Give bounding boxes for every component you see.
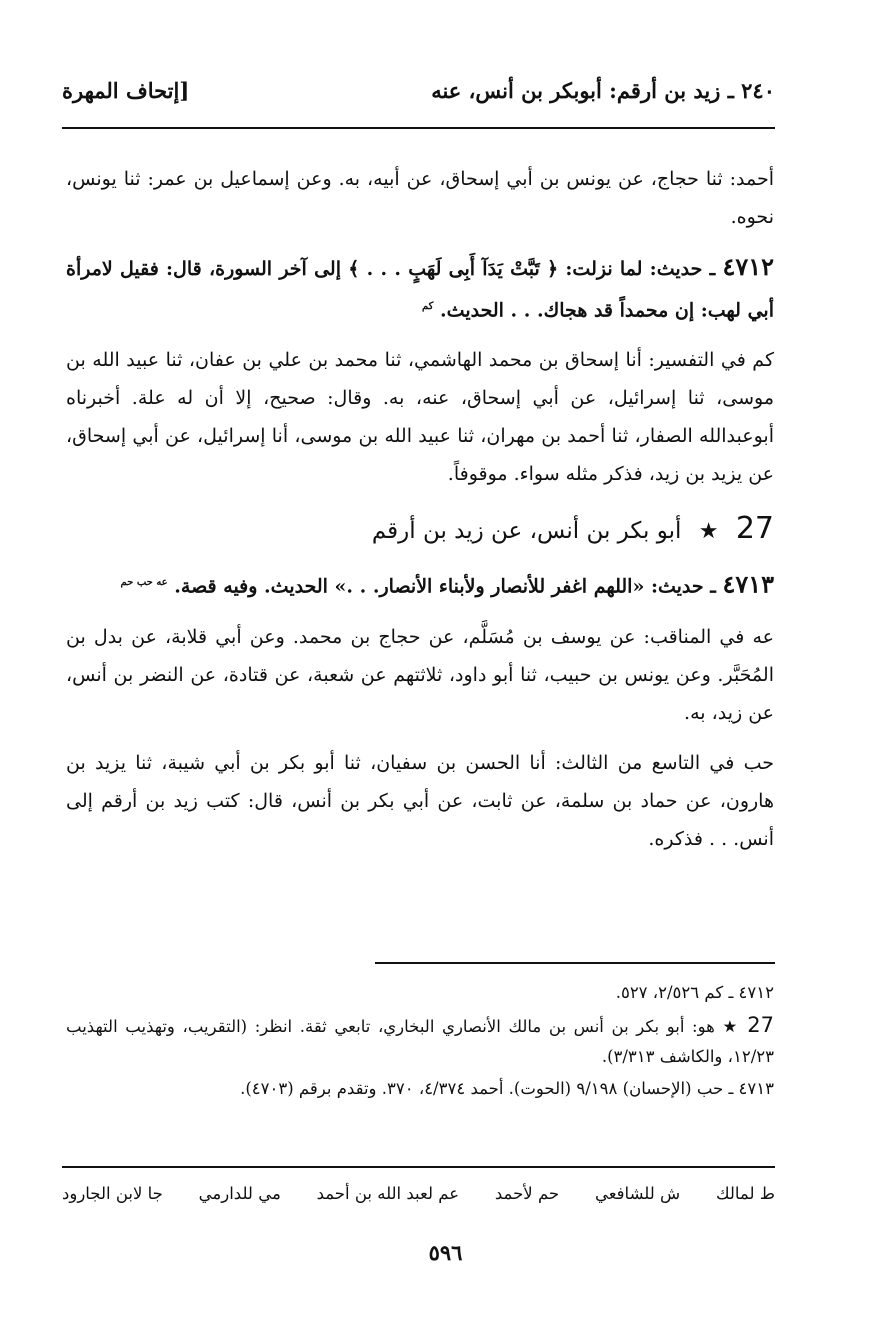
source-mark: عه حب حم [120,577,168,589]
hadith-text: ـ حديث: لما نزلت: ﴿ تَبَّتْ يَدَآ أَبِى لَهَبٍ . . . ﴾ إلى آخر السورة، قال: فقيل لامرأة أبي لهب: إن محمداً قد هجاك. . . الحديث. [66,258,774,322]
header-divider [62,127,775,129]
book-title: [إتحاف المهرة [62,78,190,103]
footnote-text: هو: أبو بكر بن أنس بن مالك الأنصاري البخاري، تابعي ثقة. انظر: (التقريب، وتهذيب التهذيب ١٢/٢٣، والكاشف ٣/٣١٣). [66,1017,774,1066]
main-text [66,160,774,870]
footnote-27 [66,1010,774,1072]
abbreviations-divider [62,1166,775,1168]
section-number: 27 [735,511,774,547]
abbr-item: ش للشافعي [594,1184,681,1203]
footnote-divider [375,962,775,964]
hadith-4712 [66,248,774,329]
abbreviations-key [62,1184,775,1203]
section-title: أبو بكر بن أنس، عن زيد بن أرقم [371,518,682,545]
paragraph-ibn-hibban-chain: حب في التاسع من الثالث: أنا الحسن بن سفيان، ثنا أبو بكر بن أبي شيبة، ثنا يزيد بن هارون، عن حماد بن سلمة، عن ثابت، عن أبي بكر بن أنس، قال: كتب زيد بن أرقم إلى أنس. . . فذكره. [66,751,774,850]
source-mark: كم [422,301,434,312]
paragraph-ahmad-chain: أحمد: ثنا حجاج، عن يونس بن أبي إسحاق، عن أبيه، به. وعن إسماعيل بن عمر: ثنا يونس، نحوه. [66,168,774,228]
abbr-item: حم لأحمد [494,1184,560,1203]
page-header [62,78,775,118]
abbr-item: مي للدارمي [198,1184,281,1203]
footnotes [66,978,774,1106]
abbr-item: عم لعبد الله بن أحمد [316,1184,460,1203]
footnote-4713: ٤٧١٣ ـ حب (الإحسان) ٩/١٩٨ (الحوت). أحمد ٤/٣٧٤، ٣٧٠. وتقدم برقم (٤٧٠٣). [240,1079,774,1098]
star-icon: ★ [722,1017,740,1036]
page-number: ٥٩٦ [428,1240,463,1265]
abbr-item: جا لابن الجارود [62,1184,163,1203]
star-icon: ★ [698,519,719,545]
paragraph-manaqib-chain: عه في المناقب: عن يوسف بن مُسَلَّم، عن حجاج بن محمد. وعن أبي قلابة، عن بدل بن المُحَبَّر. وعن يونس بن حبيب، ثنا أبو داود، ثلاثتهم عن شعبة، عن قتادة، عن النضر بن أنس، عن زيد، به. [66,625,774,724]
hadith-4713 [66,564,774,605]
hadith-number: ٤٧١٢ [722,252,774,281]
footnote-number: 27 [747,1013,774,1037]
paragraph-tafsir-chain: كم في التفسير: أنا إسحاق بن محمد الهاشمي، ثنا محمد بن علي بن عفان، ثنا عبيد الله بن موسى، ثنا إسرائيل، عن أبي إسحاق، عنه، به. وقال: صحيح، إلا أن له علة. أخبرناه أبوعبدالله الصفار، ثنا أحمد بن مهران، ثنا عبيد الله بن موسى، أنا إسرائيل، عن أبي إسحاق، عن يزيد بن زيد، فذكر مثله سواء. موقوفاً. [66,349,774,486]
abbr-item: ط لمالك [715,1184,775,1203]
hadith-number: ٤٧١٣ [722,569,774,599]
running-title: ٢٤٠ ـ زيد بن أرقم: أبوبكر بن أنس، عنه [431,78,775,103]
hadith-text: ـ حديث: «اللهم اغفر للأنصار ولأبناء الأنصار. . .» الحديث. وفيه قصة. [174,575,716,598]
footnote-4712: ٤٧١٢ ـ كم ٢/٥٢٦، ٥٢٧. [615,983,774,1002]
section-heading [66,507,774,554]
